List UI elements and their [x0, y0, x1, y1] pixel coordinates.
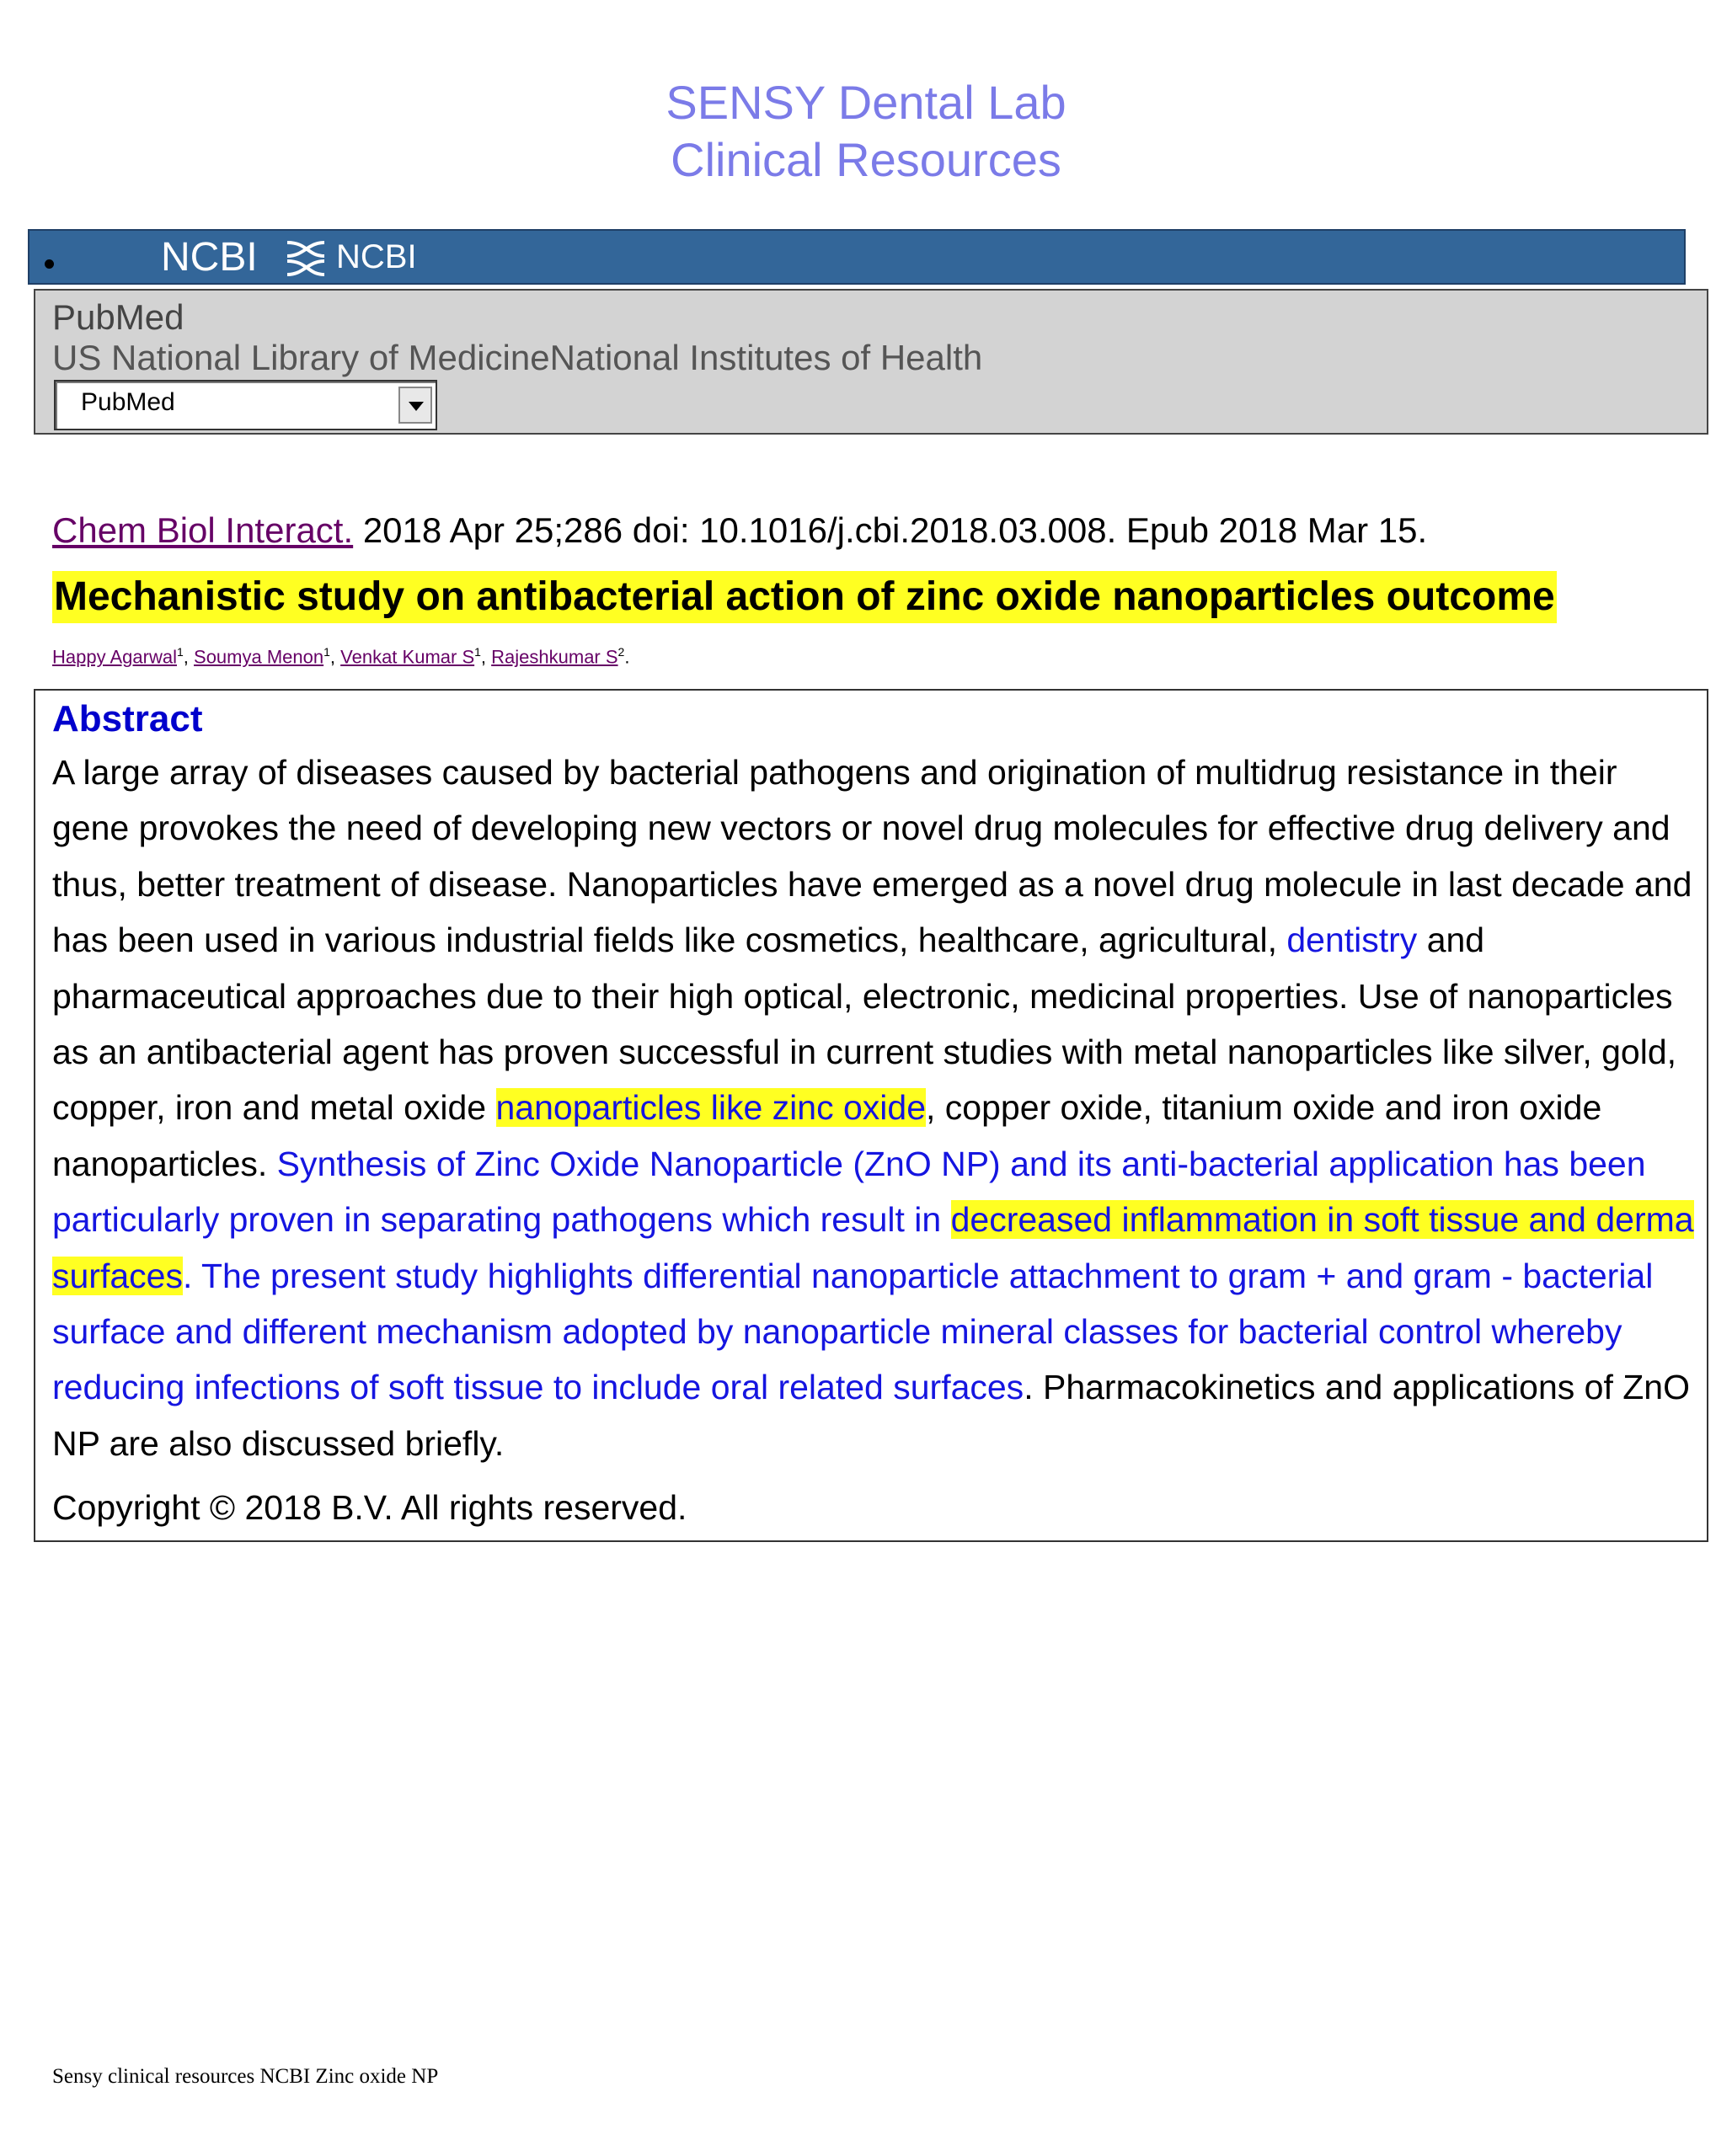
affiliation-number: 1 — [176, 645, 184, 659]
chevron-down-icon[interactable] — [398, 387, 432, 424]
affiliation-number: 1 — [474, 645, 481, 659]
ncbi-banner — [28, 229, 1686, 285]
lab-title: SENSY Dental Lab — [666, 76, 1066, 129]
ncbi-logo[interactable]: NCBI — [161, 235, 258, 280]
ncbi-helix-icon — [282, 237, 329, 280]
author-link[interactable]: Soumya Menon — [194, 646, 324, 668]
abstract-panel — [34, 689, 1708, 1542]
copyright-notice: Copyright © 2018 B.V. All rights reserved. — [52, 1488, 687, 1527]
database-select-value: PubMed — [81, 388, 175, 416]
lab-header — [0, 74, 1732, 189]
article-title: Mechanistic study on antibacterial action of zinc oxide nanoparticles outcome — [52, 571, 1557, 623]
emphasized-sentence: Synthesis of Zinc Oxide Nanoparticle (ZnO NP) and its anti-bacterial application has been particularly proven in separating pathogens which result in — [52, 1144, 1646, 1240]
dentistry-link[interactable]: dentistry — [1286, 921, 1418, 960]
author-link[interactable]: Rajeshkumar S — [491, 646, 618, 668]
nlm-nih-label[interactable]: US National Library of MedicineNational Institutes of Health — [52, 338, 983, 377]
abstract-heading: Abstract — [52, 698, 203, 739]
author-link[interactable]: Happy Agarwal — [52, 646, 177, 668]
affiliation-number: 1 — [323, 645, 330, 659]
pubmed-search-panel — [34, 289, 1708, 435]
abstract-segment: . Pharmacokinetics and applications of ZnO NP are also discussed briefly. — [52, 1368, 1690, 1463]
highlighted-phrase: nanoparticles like zinc oxide — [495, 1088, 926, 1128]
abstract-segment: and pharmaceutical approaches due to their high optical, electronic, medicinal properties. Use of nanoparticles as an antibacterial agent has proven successful in current studies with metal nanoparticles like silver, gold, copper, iron and metal oxide — [52, 921, 1677, 1128]
author-link[interactable]: Venkat Kumar S — [340, 646, 475, 668]
abstract-segment: A large array of diseases caused by bacterial pathogens and origination of multidrug resistance in their gene provokes the need of developing new vectors or novel drug molecules for effective drug delivery and thus, better treatment of disease. Nanoparticles have emerged as a novel drug molecule in last decade and has been used in various industrial fields like cosmetics, healthcare, agricultural, — [52, 753, 1692, 960]
emphasized-sentence: . The present study highlights differential nanoparticle attachment to gram + and gram - bacterial surface and different mechanism adopted by nanoparticle mineral classes for bacterial control whereby reducing infections of soft tissue to include oral related surfaces — [52, 1256, 1654, 1407]
highlighted-phrase: decreased inflammation in soft tissue and derma surfaces — [52, 1200, 1694, 1295]
pubmed-title[interactable]: PubMed — [52, 297, 184, 337]
page-footer: Sensy clinical resources NCBI Zinc oxide NP — [52, 2065, 439, 2088]
citation-details: 2018 Apr 25;286 doi: 10.1016/j.cbi.2018.03.008. Epub 2018 Mar 15. — [353, 510, 1428, 550]
database-select[interactable] — [54, 380, 437, 430]
abstract-segment: , copper oxide, titanium oxide and iron oxide nanoparticles. — [52, 1088, 1602, 1183]
author-list: Happy Agarwal$^1$, Soumya Menon$^1$, Venkat Kumar $S^1$, Rajeshkumar $S^2$. — [52, 645, 630, 668]
affiliation-number: 2 — [617, 645, 625, 659]
lab-subtitle: Clinical Resources — [671, 133, 1061, 186]
citation-line — [52, 507, 1427, 554]
journal-link[interactable]: Chem Biol Interact. — [52, 510, 354, 550]
ncbi-logo-alt: NCBI — [336, 238, 417, 275]
abstract-text — [52, 744, 1695, 1471]
bullet-icon — [45, 259, 54, 269]
